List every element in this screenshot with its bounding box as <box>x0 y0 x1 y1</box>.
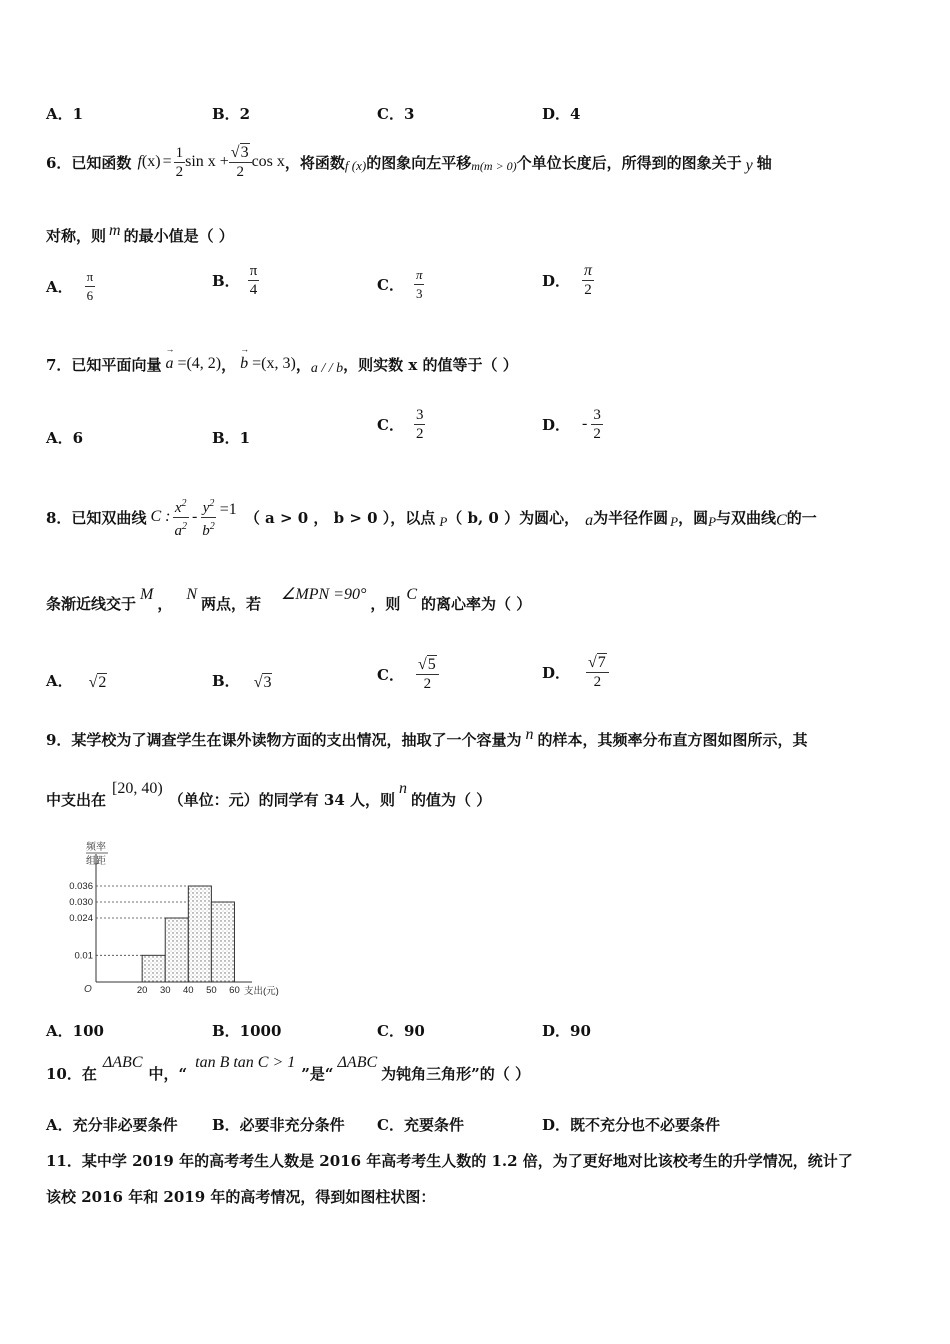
q6-frac-half: $\frac{1}{2}$ <box>175 144 184 180</box>
q8-option-c: C． $\frac{√5}{2}$ <box>377 650 439 698</box>
q9-option-c: C．90 <box>377 1022 425 1040</box>
q6-option-c: C． $\frac{\pi}{3}$ <box>377 267 423 301</box>
q5-option-a: A．1 <box>46 105 84 123</box>
x-tick-label: 40 <box>183 985 194 996</box>
q6-option-d: D． $\frac{\pi}{2}$ <box>542 262 593 298</box>
q9-stem-line1: 9．某学校为了调查学生在课外读物方面的支出情况，抽取了一个容量为 n 的样本，其频率分布直方图如图所示，其 <box>46 726 808 749</box>
histogram-bar <box>188 886 211 982</box>
q8-stem-line2: 条渐近线交于 M ， N 两点，若 ∠MPN =90° ，则 C 的离心率为（ ） <box>46 586 532 613</box>
y-axis-label-bottom: 组距 <box>86 856 106 867</box>
q9-option-b: B．1000 <box>212 1022 282 1040</box>
q10-option-d: D．既不充分也不必要条件 <box>542 1116 721 1134</box>
frequency-histogram <box>56 836 279 1002</box>
x-tick-label: 20 <box>136 985 148 996</box>
q6-option-b: B． $\frac{\pi}{4}$ <box>212 263 258 298</box>
q8-stem-line1: 8．已知双曲线 C : $\frac{x^2}{a^2}$ - $\frac{y^2}{b^2}$ =1 （ a > 0 ， b > 0 ），以点 P （ b, 0 ）为圆心， a 为半径作圆 P ，圆 P 与双曲线 C 的一 <box>46 490 817 544</box>
q7-option-c: C． $\frac{3}{2}$ <box>377 406 424 442</box>
y-tick-label: 0.01 <box>74 950 93 962</box>
q10-option-b: B．必要非充分条件 <box>212 1116 345 1134</box>
q10-stem: 10．在 ΔABC 中，“ tan B tan C > 1 ”是“ ΔABC 为钝角三角形”的（ ） <box>46 1054 530 1083</box>
histogram-bar <box>165 918 188 982</box>
q11-stem-line2: 该校 2016 年和 2019 年的高考情况，得到如图柱状图： <box>46 1188 436 1206</box>
q9-option-d: D．90 <box>542 1022 591 1040</box>
x-tick-label: 50 <box>206 985 217 996</box>
histogram-bar <box>211 902 234 982</box>
q8-option-a: A． √2 <box>46 671 107 691</box>
q7-option-b: B．1 <box>212 429 251 447</box>
q9-option-a: A．100 <box>46 1022 104 1040</box>
q8-option-b: B． √3 <box>212 671 272 691</box>
q5-option-b: B．2 <box>212 105 251 123</box>
q11-stem-line1: 11．某中学 2019 年的高考考生人数是 2016 年高考考生人数的 1.2 倍，为了更好地对比该校考生的升学情况，统计了 <box>46 1152 853 1170</box>
q5-option-d: D．4 <box>542 105 581 123</box>
q10-option-c: C．充要条件 <box>377 1116 464 1134</box>
q9-stem-line2: 中支出在 [20, 40) （单位：元）的同学有 34 人，则 n 的值为（ ） <box>46 780 492 809</box>
x-axis-label: 支出(元) <box>244 986 279 997</box>
q6-option-a: A． $\frac{\pi}{6}$ <box>46 269 94 303</box>
q6-stem-line2: 对称，则 m 的最小值是（ ） <box>46 222 234 245</box>
q7-stem: 7．已知平面向量 → a =(4, 2) ， → b =(x, 3) ， a / / b ，则实数 x 的值等于（ ） <box>46 350 518 378</box>
y-axis-label-top: 频率 <box>86 842 106 853</box>
histogram-bars <box>142 886 234 982</box>
y-tick-label: 0.024 <box>69 913 93 924</box>
q6-frac-sqrt3-half: $\frac{√3}{2}$ <box>229 144 252 181</box>
x-tick-label: 30 <box>159 985 171 996</box>
histogram-bar <box>142 955 165 982</box>
origin-label: O <box>84 984 92 995</box>
y-tick-label: 0.036 <box>69 881 93 892</box>
q7-option-a: A．6 <box>46 429 84 447</box>
q7-option-d: D． - $\frac{3}{2}$ <box>542 406 601 442</box>
q5-option-c: C．3 <box>377 105 415 123</box>
q10-option-a: A．充分非必要条件 <box>46 1116 178 1134</box>
q8-option-d: D． $\frac{√7}{2}$ <box>542 646 609 698</box>
x-tick-label: 60 <box>229 985 240 996</box>
y-tick-label: 0.030 <box>69 897 93 908</box>
q6-stem-line1: 6．已知函数 f (x) = $\frac{1}{2}$ sin x + $\frac{√3}{2}$ cos x ，将函数 f (x) 的图象向左平移 m(m > 0) 个单位长度后，所得到的图象关于 y 轴 <box>46 143 772 180</box>
